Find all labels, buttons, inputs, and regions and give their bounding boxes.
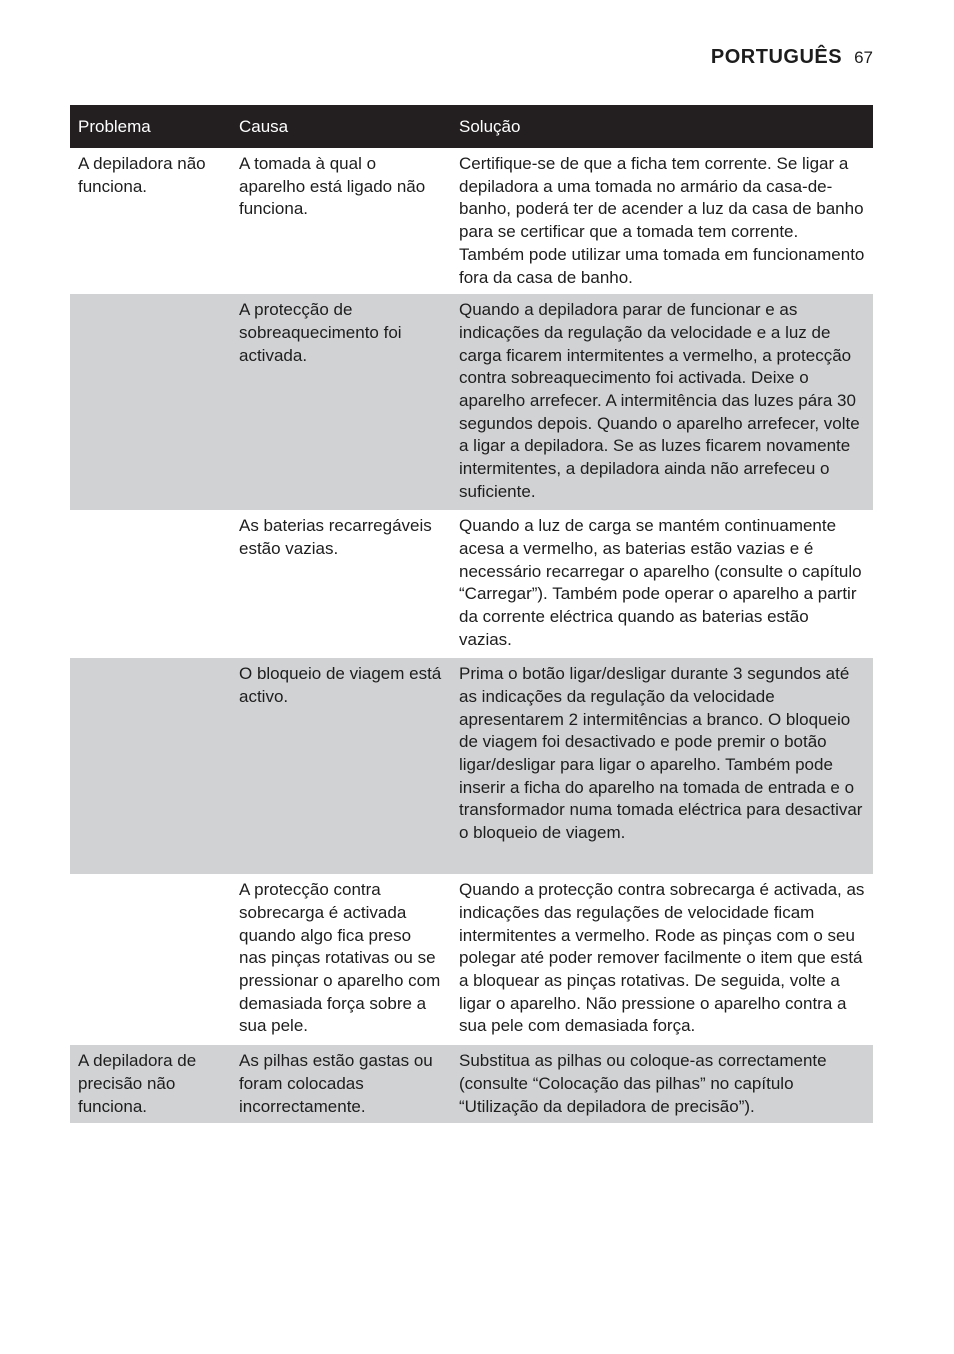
- table-row: [70, 874, 873, 1045]
- cause-cell: A tomada à qual o aparelho está ligado não funciona.: [239, 154, 426, 219]
- problem-cell: A depiladora não funciona.: [78, 154, 206, 196]
- header-row: [70, 105, 873, 148]
- table-body: [70, 148, 873, 1123]
- solution-cell: Quando a protecção contra sobrecarga é activada, as indicações das regulações de velocidade ficam intermitentes a vermelho. Rode as pinças com o seu polegar até poder remover facilmente o item que está a bloquear as pinças rotativas. De seguida, volte a ligar o aparelho. Não pressione o aparelho contra a sua pele com demasiada força.: [459, 880, 865, 1036]
- table-row: [70, 1045, 873, 1123]
- column-header-solution: Solução: [451, 105, 873, 148]
- problem-cell: [70, 294, 231, 510]
- problem-cell: [70, 510, 231, 658]
- table-header: [70, 105, 873, 148]
- solution-cell: Prima o botão ligar/desligar durante 3 segundos até as indicações da regulação da velocidade apresentarem 2 intermitências a branco. O bloqueio de viagem foi desactivado e pode premir o botão ligar/desligar para ligar o aparelho. Também pode inserir a ficha do aparelho na tomada de entrada e o transformador numa tomada eléctrica para desactivar o bloqueio de viagem.: [451, 658, 873, 874]
- problem-cell: [70, 874, 231, 1045]
- cause-cell: As baterias recarregáveis estão vazias.: [239, 516, 432, 558]
- solution-cell: Substitua as pilhas ou coloque-as correctamente (consulte “Colocação das pilhas” no capítulo “Utilização da depiladora de precisão”).: [451, 1045, 873, 1123]
- solution-cell: Certifique-se de que a ficha tem corrente. Se ligar a depiladora a uma tomada no armário da casa-de-banho, poderá ter de acender a luz da casa de banho para se certificar que a tomada tem corrente. Também pode utilizar uma tomada em funcionamento fora da casa de banho.: [459, 154, 865, 287]
- table-row: [70, 658, 873, 874]
- page-number: 67: [854, 48, 873, 67]
- solution-cell: Quando a depiladora parar de funcionar e as indicações da regulação da velocidade e a luz de carga ficarem intermitentes a vermelho, a protecção contra sobreaquecimento foi activada. Deixe o aparelho arrefecer. A intermitência das luzes pára 30 segundos depois. Quando o aparelho arrefecer, volte a ligar a depiladora. Se as luzes ficarem novamente intermitentes, a depiladora ainda não arrefeceu o suficiente.: [451, 294, 873, 510]
- table-row: [70, 148, 873, 294]
- language-label: PORTUGUÊS: [710, 46, 843, 68]
- cause-cell: O bloqueio de viagem está activo.: [231, 658, 451, 874]
- page-header: [711, 46, 873, 69]
- table-row: [70, 510, 873, 658]
- cause-cell: As pilhas estão gastas ou foram colocadas incorrectamente.: [231, 1045, 451, 1123]
- problem-cell: [70, 658, 231, 874]
- troubleshooting-table: [70, 105, 873, 1123]
- cause-cell: A protecção contra sobrecarga é activada quando algo fica preso nas pinças rotativas ou se pressionar o aparelho com demasiada força sobre a sua pele.: [239, 880, 441, 1036]
- problem-cell: A depiladora de precisão não funciona.: [70, 1045, 231, 1123]
- column-header-problem: Problema: [70, 105, 231, 148]
- solution-cell: Quando a luz de carga se mantém continuamente acesa a vermelho, as baterias estão vazias e é necessário recarregar o aparelho (consulte o capítulo “Carregar”). Também pode operar o aparelho a partir da corrente eléctrica quando as baterias estão vazias.: [459, 516, 862, 649]
- cause-cell: A protecção de sobreaquecimento foi activada.: [231, 294, 451, 510]
- table-row: [70, 294, 873, 510]
- column-header-cause: Causa: [231, 105, 451, 148]
